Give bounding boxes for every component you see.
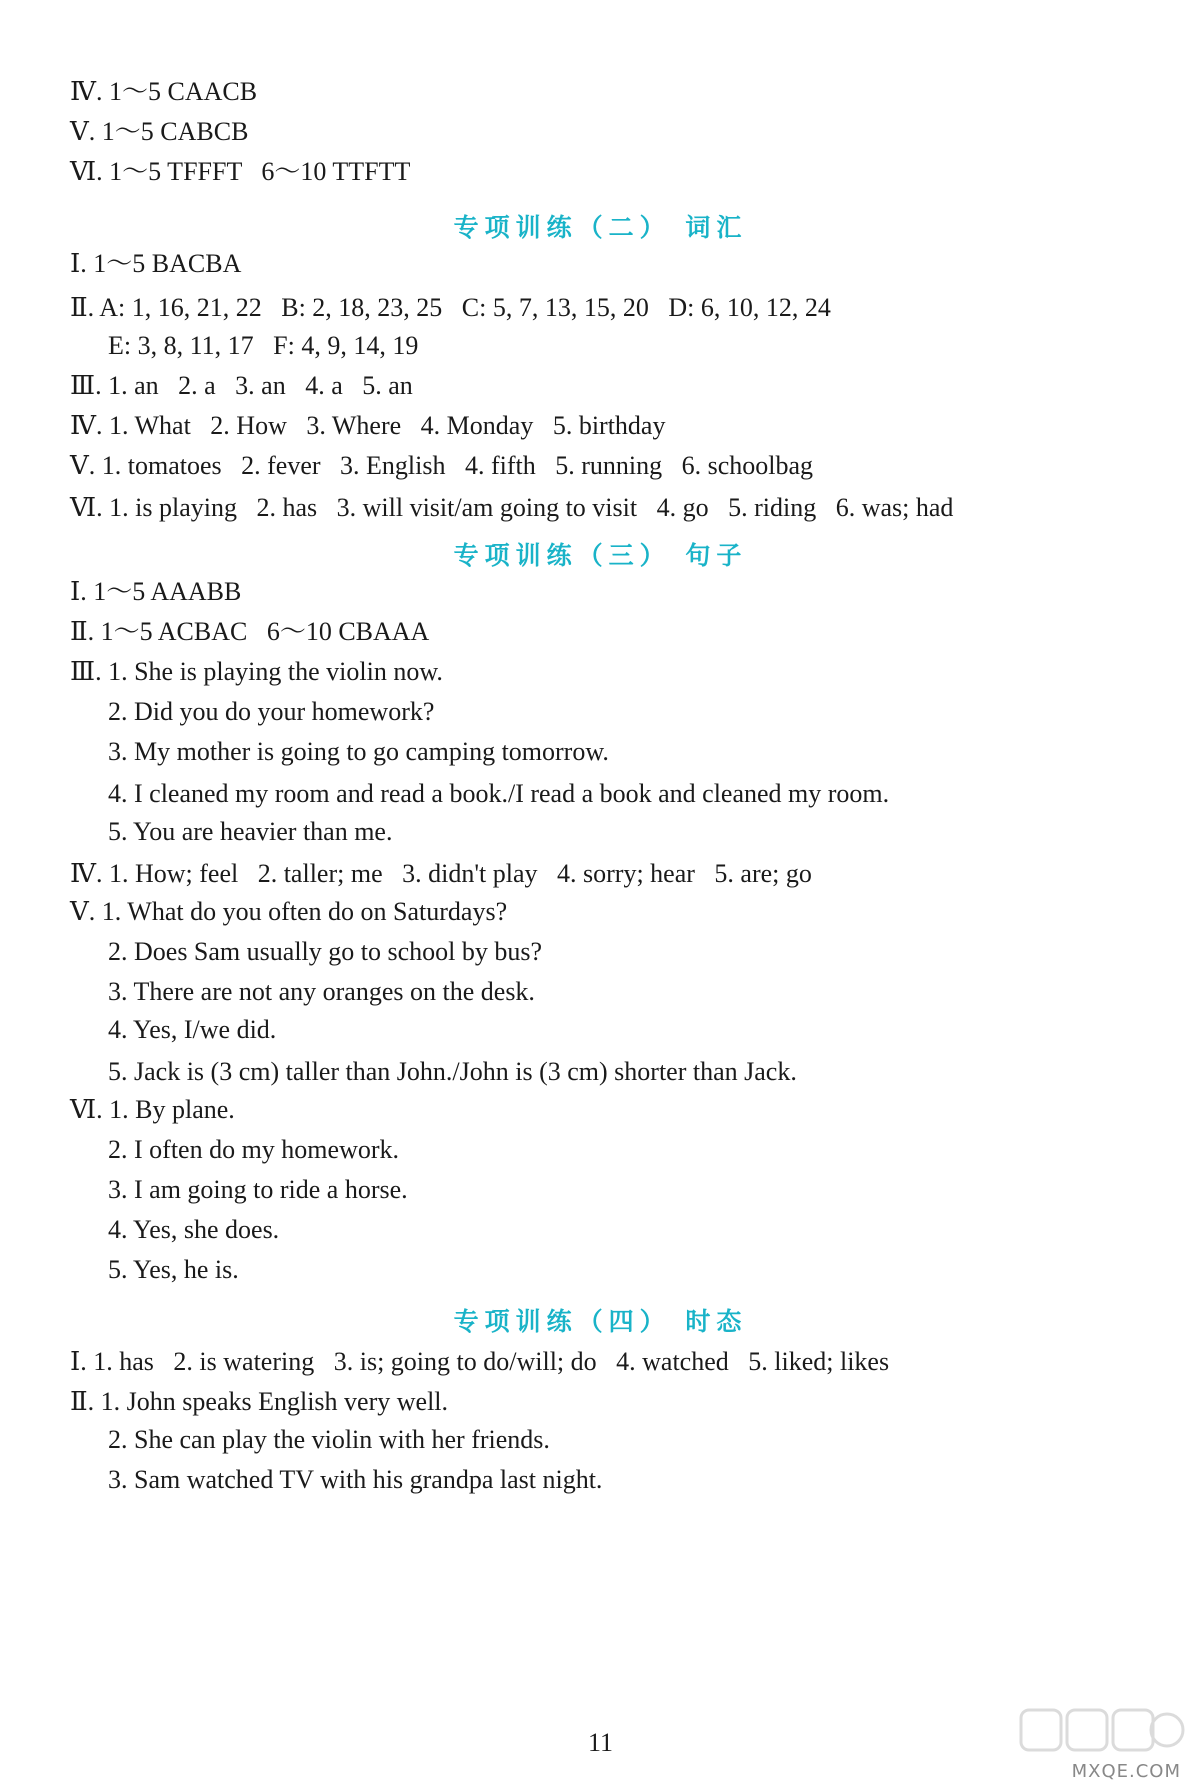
answer-line: 5. Yes, he is.: [108, 1255, 239, 1284]
answer-line: 2. Did you do your homework?: [108, 697, 435, 726]
answer-line: 4. Yes, I/we did.: [108, 1015, 277, 1044]
answer-line: 2. She can play the violin with her friends.: [108, 1425, 550, 1454]
answer-line: Ⅵ. 1. is playing 2. has 3. will visit/am going to visit 4. go 5. riding 6. was; had: [70, 493, 954, 522]
answer-line: Ⅱ. 1. John speaks English very well.: [70, 1387, 449, 1416]
answer-line: Ⅰ. 1～5 AAABB: [70, 577, 242, 606]
answer-line: Ⅳ. 1. How; feel 2. taller; me 3. didn't play 4. sorry; hear 5. are; go: [70, 859, 812, 888]
answer-line: 3. My mother is going to go camping tomorrow.: [108, 737, 609, 766]
answer-line: Ⅴ. 1. tomatoes 2. fever 3. English 4. fifth 5. running 6. schoolbag: [70, 451, 814, 480]
section-title: 专项训练（二） 词汇: [453, 213, 748, 242]
answer-line: Ⅵ. 1. By plane.: [70, 1095, 235, 1124]
answer-line: 2. Does Sam usually go to school by bus?: [108, 937, 543, 966]
answer-line: Ⅱ. A: 1, 16, 21, 22 B: 2, 18, 23, 25 C: 5, 7, 13, 15, 20 D: 6, 10, 12, 24: [70, 293, 831, 322]
answer-line: E: 3, 8, 11, 17 F: 4, 9, 14, 19: [108, 331, 419, 360]
answer-line: 4. I cleaned my room and read a book./I read a book and cleaned my room.: [108, 779, 890, 808]
answer-line: Ⅰ. 1～5 BACBA: [70, 249, 242, 278]
answer-line: Ⅳ. 1. What 2. How 3. Where 4. Monday 5. birthday: [70, 411, 666, 440]
section-title: 专项训练（三） 句子: [453, 541, 748, 570]
answer-line: Ⅳ. 1～5 CAACB: [70, 77, 258, 106]
answer-line: Ⅰ. 1. has 2. is watering 3. is; going to do/will; do 4. watched 5. liked; likes: [70, 1347, 890, 1376]
page-number: 11: [587, 1728, 614, 1757]
answer-line: 4. Yes, she does.: [108, 1215, 280, 1244]
answer-line: Ⅵ. 1～5 TFFFT 6～10 TTFTT: [70, 157, 411, 186]
answer-line: 3. There are not any oranges on the desk.: [108, 977, 535, 1006]
answer-line: Ⅱ. 1～5 ACBAC 6～10 CBAAA: [70, 617, 430, 646]
answer-line: 5. Jack is (3 cm) taller than John./John is (3 cm) shorter than Jack.: [108, 1057, 797, 1086]
answer-line: Ⅲ. 1. She is playing the violin now.: [70, 657, 443, 686]
watermark-text: MXQE.COM: [1071, 1761, 1181, 1782]
answer-line: 3. I am going to ride a horse.: [108, 1175, 408, 1204]
answer-line: 2. I often do my homework.: [108, 1135, 400, 1164]
answer-line: Ⅲ. 1. an 2. a 3. an 4. a 5. an: [70, 371, 413, 400]
section-title: 专项训练（四） 时态: [453, 1307, 748, 1336]
answer-line: Ⅴ. 1～5 CABCB: [70, 117, 249, 146]
answer-line: 5. You are heavier than me.: [108, 817, 393, 846]
answer-line: 3. Sam watched TV with his grandpa last night.: [108, 1465, 603, 1494]
answer-line: Ⅴ. 1. What do you often do on Saturdays?: [70, 897, 508, 926]
